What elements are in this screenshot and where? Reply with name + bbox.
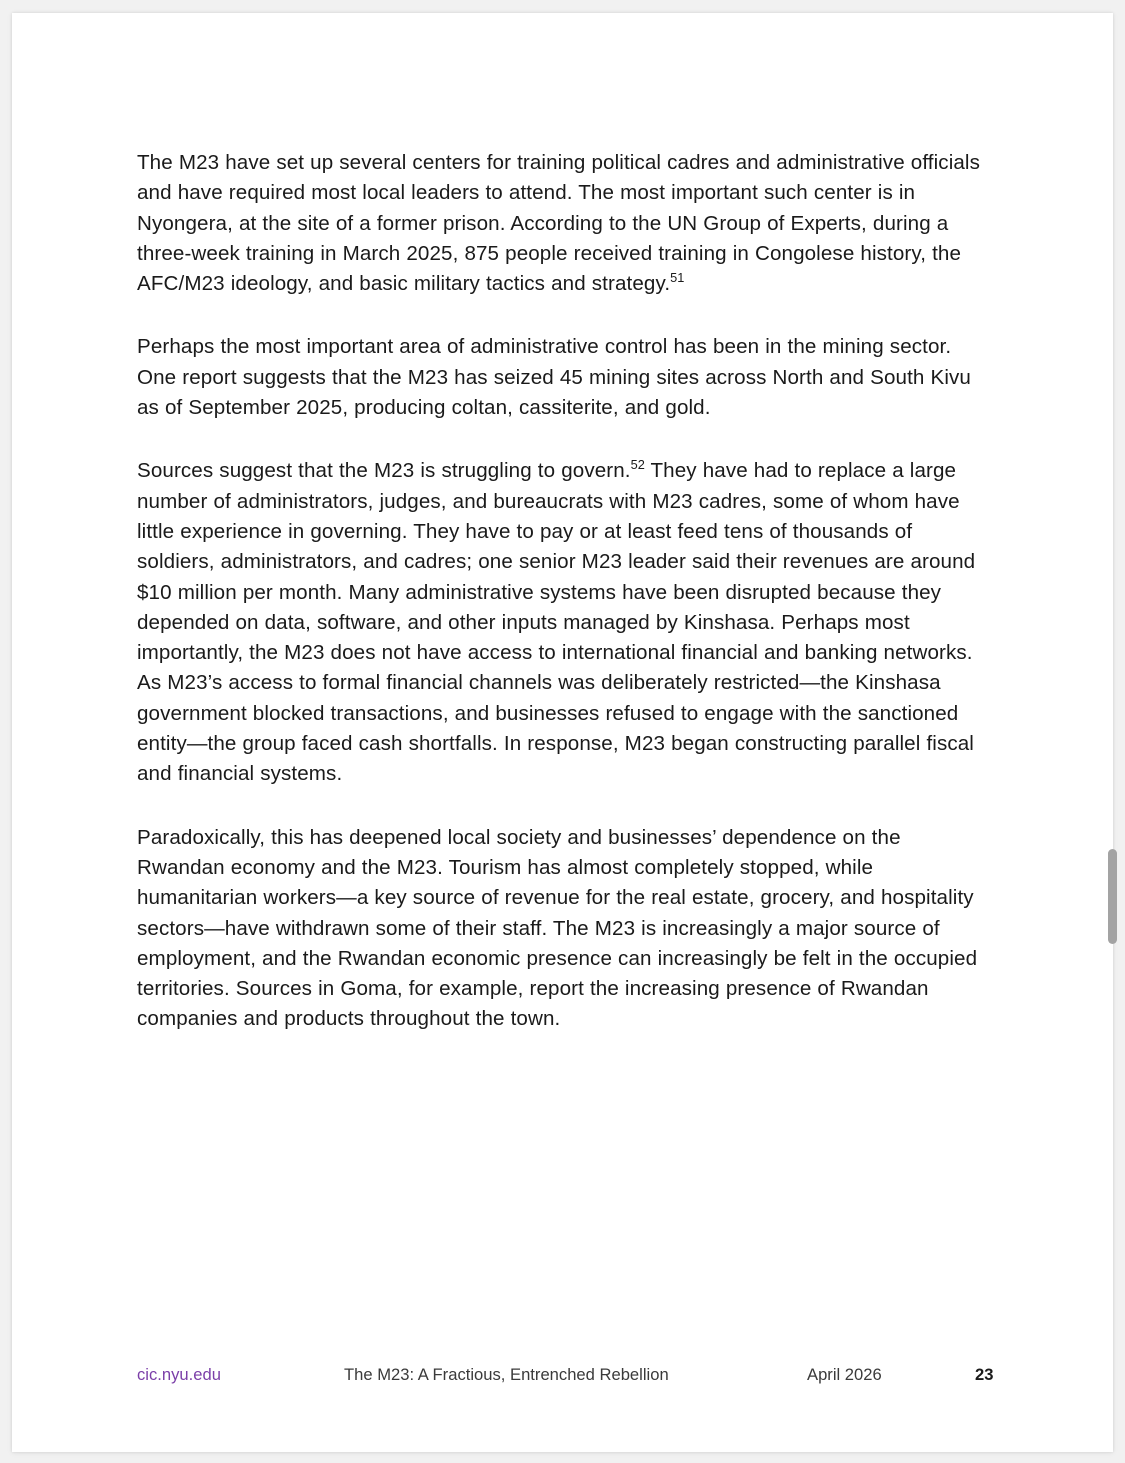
footer-document-title: The M23: A Fractious, Entrenched Rebellion xyxy=(344,1365,669,1384)
paragraph-4-text: Paradoxically, this has deepened local society and businesses’ dependence on the Rwandan economy and the M23. Tourism has almost completely stopped, while humanitarian workers—a key source of revenue for the real estate, grocery, and hospitality sectors—have withdrawn some of their staff. The M23 is increasingly a major source of employment, and the Rwandan economic presence can increasingly be felt in the occupied territories. Sources in Goma, for example, report the increasing presence of Rwandan companies and products throughout the town. xyxy=(137,825,978,1031)
paragraph-1 xyxy=(137,148,990,299)
vertical-scrollbar[interactable] xyxy=(1108,0,1125,1463)
footnote-marker-51[interactable]: 51 xyxy=(670,270,685,286)
document-page xyxy=(12,13,1113,1452)
paragraph-4 xyxy=(137,823,990,1035)
document-body-text xyxy=(137,148,990,1035)
paragraph-2 xyxy=(137,332,990,423)
footnote-marker-52[interactable]: 52 xyxy=(630,457,645,473)
footer-date: April 2026 xyxy=(807,1365,882,1384)
page-footer xyxy=(137,1365,997,1395)
paragraph-1-text: The M23 have set up several centers for training political cadres and administrative officials and have required most local leaders to attend. The most important such center is in Nyongera, at the site of a former prison. According to the UN Group of Experts, during a three-week training in March 2025, 875 people received training in Congolese history, the AFC/M23 ideology, and basic military tactics and strategy. xyxy=(137,151,981,296)
footer-site-link[interactable]: cic.nyu.edu xyxy=(137,1365,221,1384)
scrollbar-thumb[interactable] xyxy=(1108,849,1117,944)
paragraph-3-text: Sources suggest that the M23 is struggling to govern. xyxy=(137,459,631,483)
footer-page-number: 23 xyxy=(975,1365,994,1384)
paragraph-2-text: Perhaps the most important area of administrative control has been in the mining sector. One report suggests that the M23 has seized 45 mining sites across North and South Kivu as of September 2025, producing coltan, cassiterite, and gold. xyxy=(137,335,971,420)
paragraph-3-text-continued: They have had to replace a large number of administrators, judges, and bureaucrats with M23 cadres, some of whom have little experience in governing. They have to pay or at least feed tens of thousands of soldiers, administrators, and cadres; one senior M23 leader said their revenues are around $10 million per month. Many administrative systems have been disrupted because they depended on data, software, and other inputs managed by Kinshasa. Perhaps most importantly, the M23 does not have access to international financial and banking networks. As M23’s access to formal financial channels was deliberately restricted—the Kinshasa government blocked transactions, and businesses refused to engage with the sanctioned entity—the group faced cash shortfalls. In response, M23 began constructing parallel fiscal and financial systems. xyxy=(137,459,976,786)
paragraph-3 xyxy=(137,456,990,789)
